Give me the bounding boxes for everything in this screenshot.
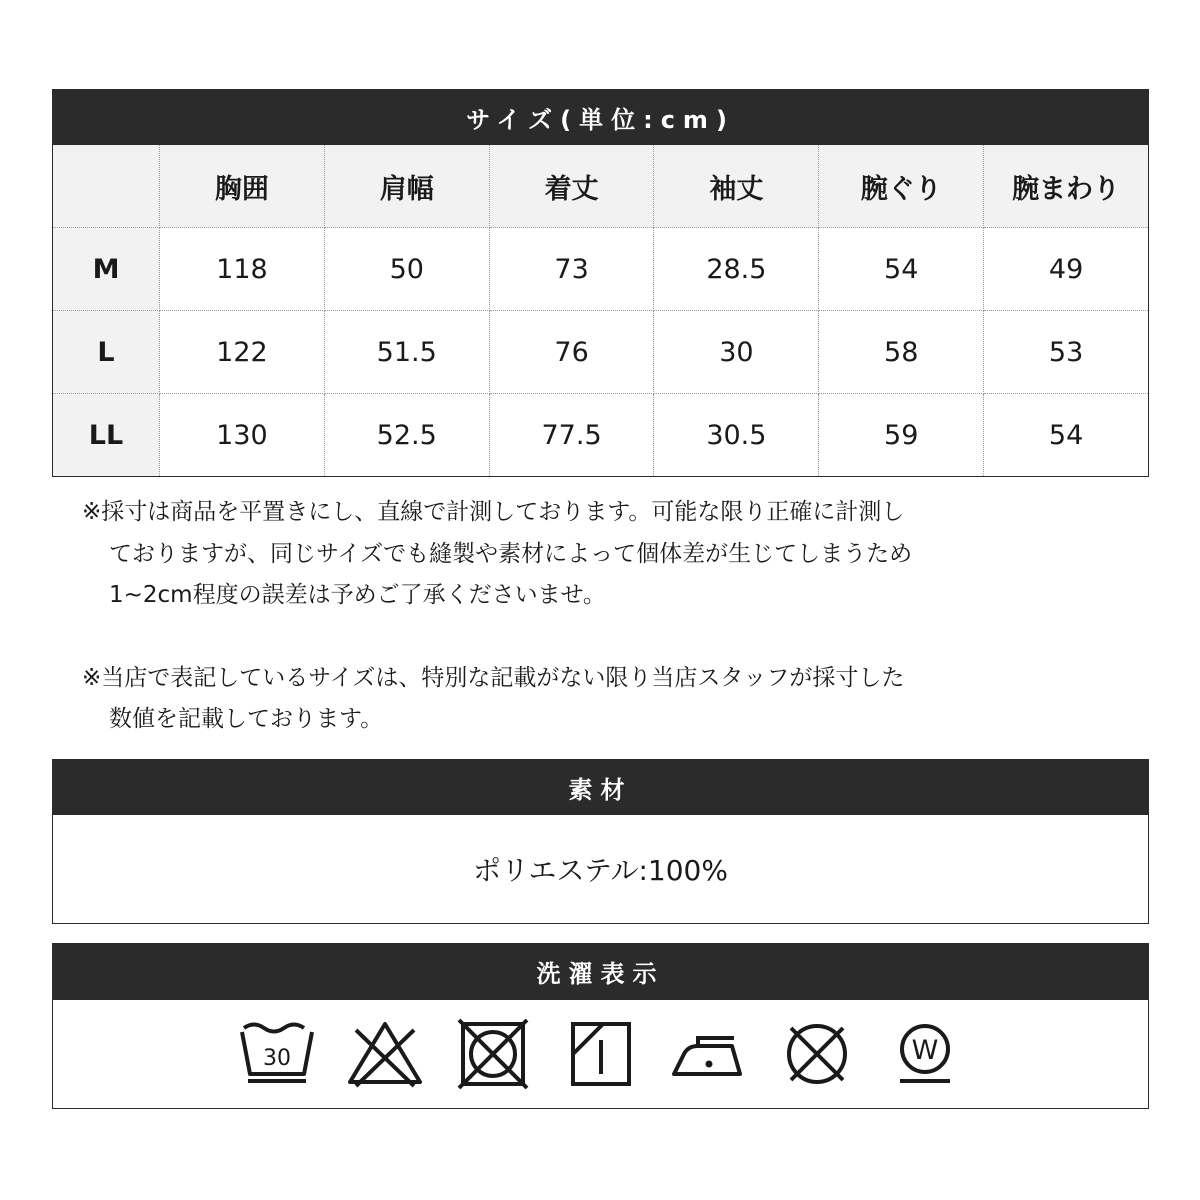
table-cell: 73: [489, 228, 654, 311]
size-column-header-sleeve: 袖丈: [654, 145, 819, 228]
table-cell: 122: [160, 311, 325, 394]
wet-clean-icon: [886, 1018, 964, 1090]
wet-clean-label: W: [911, 1035, 938, 1066]
table-cell: 30.5: [654, 394, 819, 477]
table-cell: 28.5: [654, 228, 819, 311]
table-cell: 51.5: [324, 311, 489, 394]
table-cell: 130: [160, 394, 325, 477]
table-row: [53, 228, 1149, 311]
size-column-header-arm-circumference: 腕まわり: [984, 145, 1149, 228]
iron-low-icon: [670, 1018, 748, 1090]
table-cell: 58: [819, 311, 984, 394]
table-cell: 49: [984, 228, 1149, 311]
material-text: ポリエステル:100%: [473, 854, 728, 887]
table-cell: 50: [324, 228, 489, 311]
size-column-header-shoulder: 肩幅: [324, 145, 489, 228]
size-column-header-armhole: 腕ぐり: [819, 145, 984, 228]
table-cell: 52.5: [324, 394, 489, 477]
size-column-header-chest: 胸囲: [160, 145, 325, 228]
wash-30-icon: [238, 1018, 316, 1090]
size-table: [52, 145, 1149, 477]
no-dry-clean-icon: [778, 1018, 856, 1090]
table-cell: 76: [489, 311, 654, 394]
note-size-notation: [82, 658, 1042, 741]
table-cell: 118: [160, 228, 325, 311]
size-table-header-row: [53, 145, 1149, 228]
table-cell: 59: [819, 394, 984, 477]
size-column-header-empty: [53, 145, 160, 228]
note-line: ※当店で表記しているサイズは、特別な記載がない限り当店スタッフが採寸した: [82, 664, 905, 691]
care-section-title: 洗濯表示: [52, 943, 1149, 1000]
material-box: [52, 815, 1149, 924]
note-line: 1~2cm程度の誤差は予めご了承くださいませ。: [109, 582, 606, 608]
material-section-title: 素材: [52, 759, 1149, 815]
measurement-notes: [82, 492, 1042, 741]
size-column-header-length: 着丈: [489, 145, 654, 228]
table-cell: 53: [984, 311, 1149, 394]
size-label: LL: [53, 394, 160, 477]
table-cell: 54: [819, 228, 984, 311]
no-bleach-icon: [346, 1018, 424, 1090]
table-cell: 30: [654, 311, 819, 394]
no-tumble-dry-icon: [454, 1018, 532, 1090]
note-line: 数値を記載しております。: [109, 706, 384, 732]
note-measurement: [82, 492, 1042, 617]
table-cell: 54: [1048, 419, 1084, 451]
table-row: [53, 311, 1149, 394]
wash-temperature-label: 30: [262, 1046, 291, 1071]
line-dry-icon: [562, 1018, 640, 1090]
size-label: L: [53, 311, 160, 394]
size-label: M: [53, 228, 160, 311]
table-cell: 77.5: [489, 394, 654, 477]
care-symbols-box: [52, 1000, 1149, 1109]
size-section-title: サイズ(単位:cm): [52, 89, 1149, 145]
note-line: ておりますが、同じサイズでも縫製や素材によって個体差が生じてしまうため: [109, 540, 913, 567]
table-row: [53, 394, 1149, 477]
note-line: ※採寸は商品を平置きにし、直線で計測しております。可能な限り正確に計測し: [82, 499, 905, 525]
